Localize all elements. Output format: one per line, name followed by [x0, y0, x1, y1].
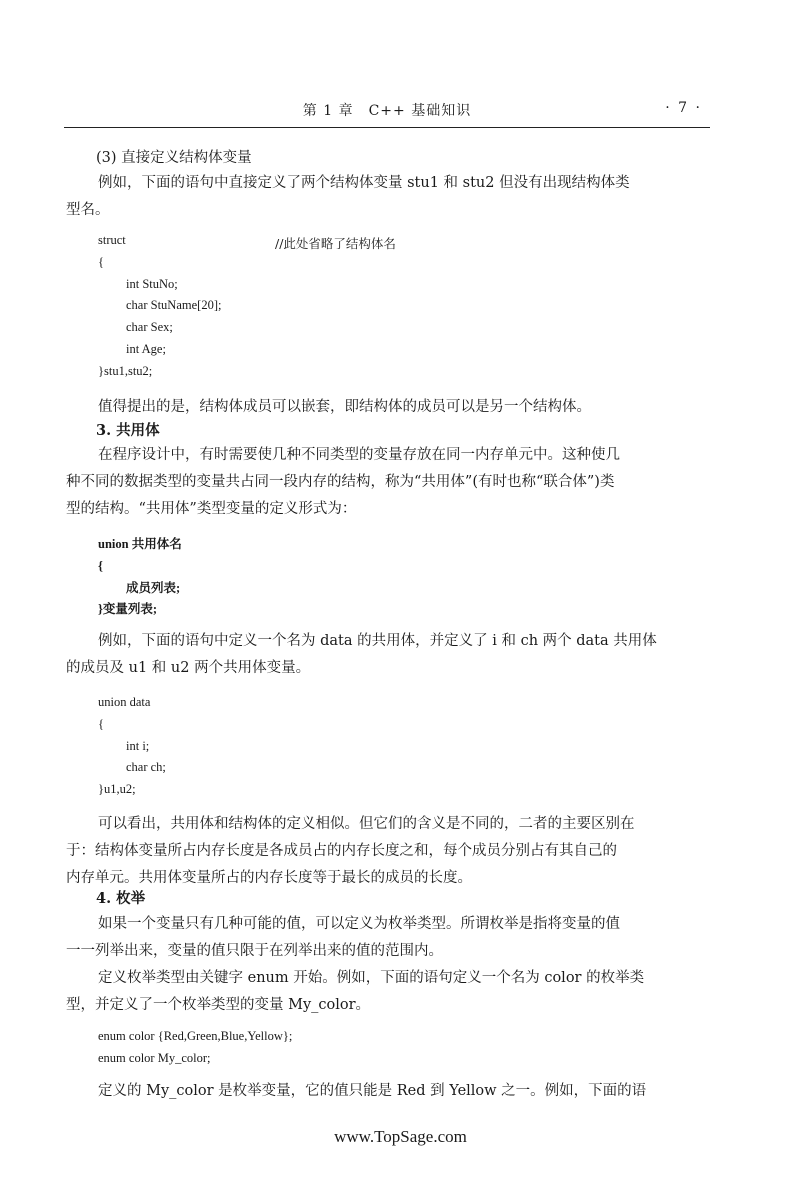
code-block-union-syntax: [98, 534, 182, 621]
code-line: char StuName[20];: [126, 298, 222, 313]
code-block-struct: [98, 230, 221, 383]
paragraph-enum-variable: [66, 1078, 708, 1105]
text-line: 在程序设计中，有时需要使几种不同类型的变量存放在同一内存单元中。这种使几: [98, 447, 620, 463]
code-line: {: [98, 716, 104, 731]
paragraph-enum-intro: [66, 911, 708, 965]
code-line: struct: [98, 233, 126, 247]
paragraph-nesting: [66, 394, 708, 421]
section-heading-union: 3. 共用体: [96, 422, 160, 439]
footer-watermark: www.TopSage.com: [334, 1127, 467, 1146]
text-line: 型，并定义了一个枚举类型的变量 My_color。: [66, 997, 371, 1013]
code-line: union 共用体名: [98, 537, 182, 551]
code-line: int i;: [126, 738, 150, 753]
code-comment: //此处省略了结构体名: [275, 236, 396, 251]
text-line: 可以看出，共用体和结构体的定义相似。但它们的含义是不同的，二者的主要区别在: [98, 816, 635, 832]
code-block-enum: [98, 1026, 292, 1070]
code-line: {: [98, 558, 103, 573]
paragraph-union-example: [66, 628, 708, 682]
text-line: 例如，下面的语句中定义一个名为 data 的共用体，并定义了 i 和 ch 两个 data 共用体: [98, 633, 657, 649]
code-line: }u1,u2;: [98, 782, 136, 797]
text-line: 于：结构体变量所占内存长度是各成员占的内存长度之和，每个成员分别占有其自己的: [66, 843, 617, 859]
text-line: 定义枚举类型由关键字 enum 开始。例如，下面的语句定义一个名为 color 的枚举类: [98, 970, 645, 986]
chapter-title: 第 1 章 C++ 基础知识: [302, 103, 472, 119]
text-line: 例如，下面的语句中直接定义了两个结构体变量 stu1 和 stu2 但没有出现结构体类: [98, 175, 630, 191]
paragraph-union-intro: [66, 442, 708, 523]
code-line: union data: [98, 695, 151, 709]
header-rule: [64, 127, 710, 128]
code-line: 成员列表;: [126, 580, 181, 595]
text-line: 型的结构。“共用体”类型变量的定义形式为：: [66, 501, 357, 517]
text-line: 如果一个变量只有几种可能的值，可以定义为枚举类型。所谓枚举是指将变量的值: [98, 916, 620, 932]
code-line: char ch;: [126, 760, 166, 775]
code-line: {: [98, 254, 104, 269]
code-line: int Age;: [126, 341, 166, 356]
text-line: 的成员及 u1 和 u2 两个共用体变量。: [66, 660, 311, 676]
section-heading-enum: 4. 枚举: [96, 890, 146, 907]
running-header: [64, 100, 710, 126]
text-line: 内存单元。共用体变量所占的内存长度等于最长的成员的长度。: [66, 870, 472, 886]
text-line: 一一列举出来，变量的值只限于在列举出来的值的范围内。: [66, 943, 443, 959]
paragraph-enum-definition: [66, 965, 708, 1019]
code-line: enum color My_color;: [98, 1050, 211, 1065]
code-line: enum color {Red,Green,Blue,Yellow};: [98, 1029, 293, 1043]
code-line: }变量列表;: [98, 602, 158, 617]
code-block-union-data: [98, 692, 166, 801]
paragraph-struct-example: [66, 170, 708, 224]
text-line: 值得提出的是，结构体成员可以嵌套，即结构体的成员可以是另一个结构体。: [98, 399, 591, 415]
code-line: }stu1,stu2;: [98, 363, 153, 378]
subsection-heading: (3) 直接定义结构体变量: [96, 150, 252, 166]
text-line: 种不同的数据类型的变量共占同一段内存的结构，称为“共用体”(有时也称“联合体”)类: [66, 474, 615, 490]
page-number: · 7 ·: [665, 100, 702, 116]
code-line: int StuNo;: [126, 276, 178, 291]
text-line: 定义的 My_color 是枚举变量，它的值只能是 Red 到 Yellow 之一。例如，下面的语: [98, 1083, 647, 1099]
paragraph-union-vs-struct: [66, 811, 708, 892]
text-line: 型名。: [66, 202, 110, 218]
code-line: char Sex;: [126, 320, 173, 335]
